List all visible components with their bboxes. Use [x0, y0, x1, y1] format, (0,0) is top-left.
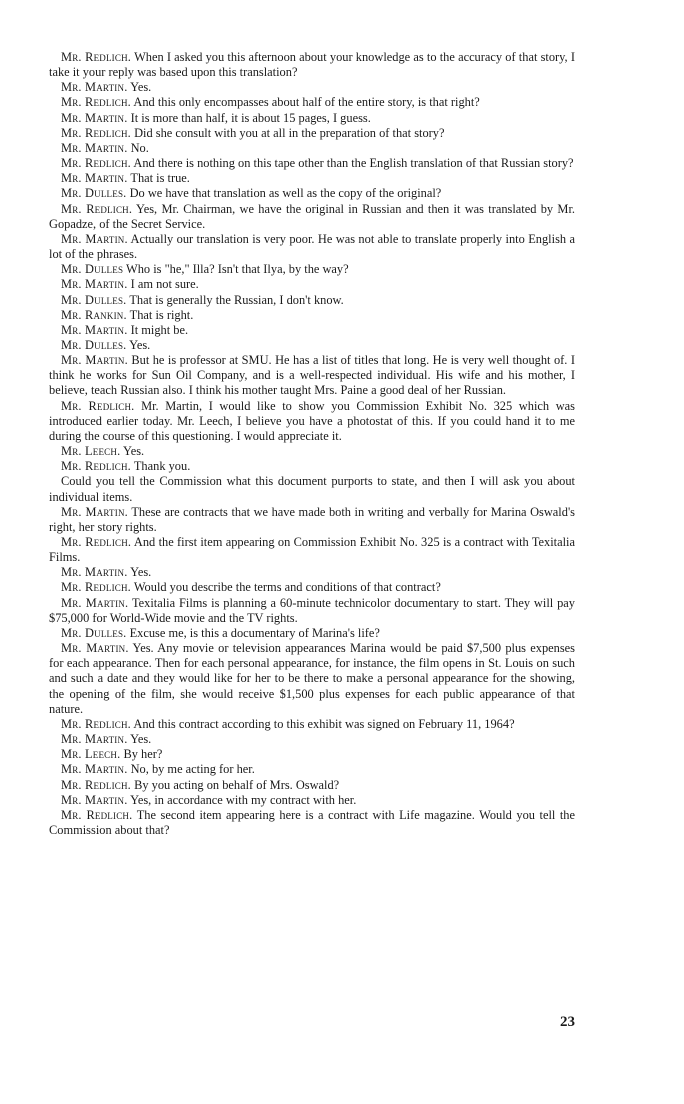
speaker-name: Mr. Dulles.	[61, 625, 127, 640]
speech-text: Excuse me, is this a documentary of Marina's life?	[129, 625, 380, 640]
speaker-name: Mr. Redlich.	[61, 777, 131, 792]
speech-text: Yes.	[130, 80, 152, 95]
speech-text: Yes.	[130, 565, 152, 580]
speech-text: Thank you.	[133, 459, 191, 474]
speech-text: These are contracts that we have made both in writing and verbally for Marina Oswald's right, her story rights.	[49, 504, 575, 534]
speaker-name: Mr. Martin.	[61, 171, 128, 186]
speech-text: Yes.	[130, 732, 152, 747]
paragraph	[49, 762, 575, 777]
speaker-name: Mr. Martin.	[61, 80, 128, 95]
speech-text: That is right.	[129, 307, 194, 322]
transcript-body	[49, 50, 575, 838]
paragraph	[49, 565, 575, 580]
speaker-name: Mr. Martin.	[61, 322, 128, 337]
speaker-name: Mr. Redlich.	[61, 459, 131, 474]
speaker-name: Mr. Martin.	[61, 231, 128, 246]
paragraph	[49, 717, 575, 732]
speech-text: It might be.	[130, 322, 189, 337]
speaker-name: Mr. Martin.	[61, 792, 128, 807]
paragraph	[49, 308, 575, 323]
speech-text: It is more than half, it is about 15 pages, I guess.	[130, 110, 371, 125]
paragraph	[49, 338, 575, 353]
speaker-name: Mr. Redlich.	[61, 535, 132, 549]
speaker-name: Mr. Dulles.	[61, 186, 127, 201]
paragraph	[49, 747, 575, 762]
speech-text: No, by me acting for her.	[130, 762, 255, 777]
speaker-name: Mr. Martin.	[61, 641, 129, 656]
speech-text: Did she consult with you at all in the preparation of that story?	[134, 125, 445, 140]
speaker-name: Mr. Dulles	[61, 262, 124, 277]
speech-text: Yes, in accordance with my contract with her.	[130, 792, 357, 807]
speaker-name: Mr. Martin.	[61, 277, 128, 292]
paragraph	[49, 641, 575, 717]
paragraph	[49, 171, 575, 186]
speaker-name: Mr. Martin.	[61, 140, 128, 155]
paragraph	[49, 293, 575, 308]
speaker-name: Mr. Redlich.	[61, 580, 131, 595]
speaker-name: Mr. Martin.	[61, 565, 128, 580]
speech-text: And there is nothing on this tape other than the English translation of that Russian story?	[133, 156, 574, 171]
paragraph	[49, 459, 575, 474]
paragraph	[49, 156, 575, 171]
paragraph	[49, 262, 575, 277]
speaker-name: Mr. Redlich.	[61, 201, 133, 216]
speaker-name: Mr. Martin.	[61, 762, 128, 777]
paragraph	[49, 732, 575, 747]
speech-text: No.	[130, 140, 149, 155]
paragraph	[49, 50, 575, 80]
paragraph	[49, 323, 575, 338]
paragraph	[49, 202, 575, 232]
speech-text: The second item appearing here is a contract with Life magazine. Would you tell the Commission about that?	[49, 807, 576, 837]
speaker-name: Mr. Leech.	[61, 444, 121, 459]
paragraph	[49, 353, 575, 398]
speaker-name: Mr. Redlich.	[61, 398, 135, 413]
speech-text: That is true.	[130, 171, 190, 186]
speaker-name: Mr. Martin.	[61, 595, 129, 610]
speaker-name: Mr. Leech.	[61, 747, 121, 762]
paragraph	[49, 580, 575, 595]
speech-text: When I asked you this afternoon about your knowledge as to the accuracy of that story, I take it your reply was based upon this translation?	[49, 50, 575, 80]
speaker-name: Mr. Redlich.	[61, 807, 133, 822]
paragraph	[49, 793, 575, 808]
speech-text: Mr. Martin, I would like to show you Commission Exhibit No. 325 which was introduced earlier today. Mr. Leech, I believe you have a photostat of this. If you could hand it to me during the course of this questioning. I would appreciate it.	[49, 398, 575, 443]
paragraph	[49, 277, 575, 292]
speech-text: Yes, Mr. Chairman, we have the original in Russian and then it was translated by Mr. Gopadze, of the Secret Service.	[49, 201, 575, 231]
speech-text: That is generally the Russian, I don't know.	[129, 292, 344, 307]
speaker-name: Mr. Martin.	[61, 353, 128, 368]
paragraph	[49, 95, 575, 110]
speech-text: Who is "he," Illa? Isn't that Ilya, by the way?	[126, 262, 349, 277]
speaker-name: Mr. Redlich.	[61, 50, 132, 64]
speech-text: Could you tell the Commission what this document purports to state, and then I will ask you about individual items.	[49, 474, 575, 504]
speech-text: And the first item appearing on Commission Exhibit No. 325 is a contract with Texitalia Films.	[49, 535, 575, 565]
paragraph	[49, 474, 575, 504]
speaker-name: Mr. Dulles.	[61, 337, 127, 352]
speech-text: And this only encompasses about half of the entire story, is that right?	[133, 95, 480, 110]
speaker-name: Mr. Martin.	[61, 504, 128, 519]
speaker-name: Mr. Redlich.	[61, 716, 131, 731]
paragraph	[49, 80, 575, 95]
speech-text: Yes.	[129, 337, 151, 352]
paragraph	[49, 596, 575, 626]
speech-text: Actually our translation is very poor. He was not able to translate properly into English a lot of the phrases.	[49, 231, 575, 262]
speech-text: Yes.	[123, 444, 145, 459]
page-number: 23	[560, 1014, 575, 1030]
paragraph	[49, 505, 575, 535]
paragraph	[49, 626, 575, 641]
speaker-name: Mr. Dulles.	[61, 292, 127, 307]
paragraph	[49, 111, 575, 126]
speech-text: I am not sure.	[130, 277, 199, 292]
paragraph	[49, 141, 575, 156]
speech-text: By her?	[123, 747, 163, 762]
speaker-name: Mr. Redlich.	[61, 125, 131, 140]
paragraph	[49, 778, 575, 793]
speaker-name: Mr. Martin.	[61, 732, 128, 747]
speech-text: Yes. Any movie or television appearances Marina would be paid $7,500 plus expenses for each appearance. Then for each personal appearance, for instance, the film opens in St. Louis on such and such a date and they would like for her to be there to make a personal appearance for the showing, the opening of the film, she would receive $1,500 plus expenses for each public appearance of that nature.	[49, 641, 575, 716]
speaker-name: Mr. Rankin.	[61, 307, 127, 322]
paragraph	[49, 535, 575, 565]
paragraph	[49, 186, 575, 201]
speech-text: And this contract according to this exhibit was signed on February 11, 1964?	[133, 716, 515, 731]
paragraph	[49, 126, 575, 141]
paragraph	[49, 444, 575, 459]
speech-text: By you acting on behalf of Mrs. Oswald?	[134, 777, 340, 792]
speech-text: Texitalia Films is planning a 60-minute technicolor documentary to start. They will pay $75,000 for World-Wide movie and the TV rights.	[49, 595, 575, 625]
paragraph	[49, 232, 575, 262]
speaker-name: Mr. Redlich.	[61, 95, 131, 110]
paragraph	[49, 399, 575, 444]
speech-text: Would you describe the terms and conditions of that contract?	[133, 580, 441, 595]
speaker-name: Mr. Redlich.	[61, 156, 131, 171]
speech-text: But he is professor at SMU. He has a list of titles that long. He is very well thought of. I think he works for Sun Oil Company, and is a well-respected individual. His wife and his mother, I believe, teach Russian also. I think his mother taught Mrs. Paine a good deal of her Russian.	[49, 353, 575, 398]
paragraph	[49, 808, 575, 838]
speech-text: Do we have that translation as well as the copy of the original?	[129, 186, 442, 201]
speaker-name: Mr. Martin.	[61, 110, 128, 125]
